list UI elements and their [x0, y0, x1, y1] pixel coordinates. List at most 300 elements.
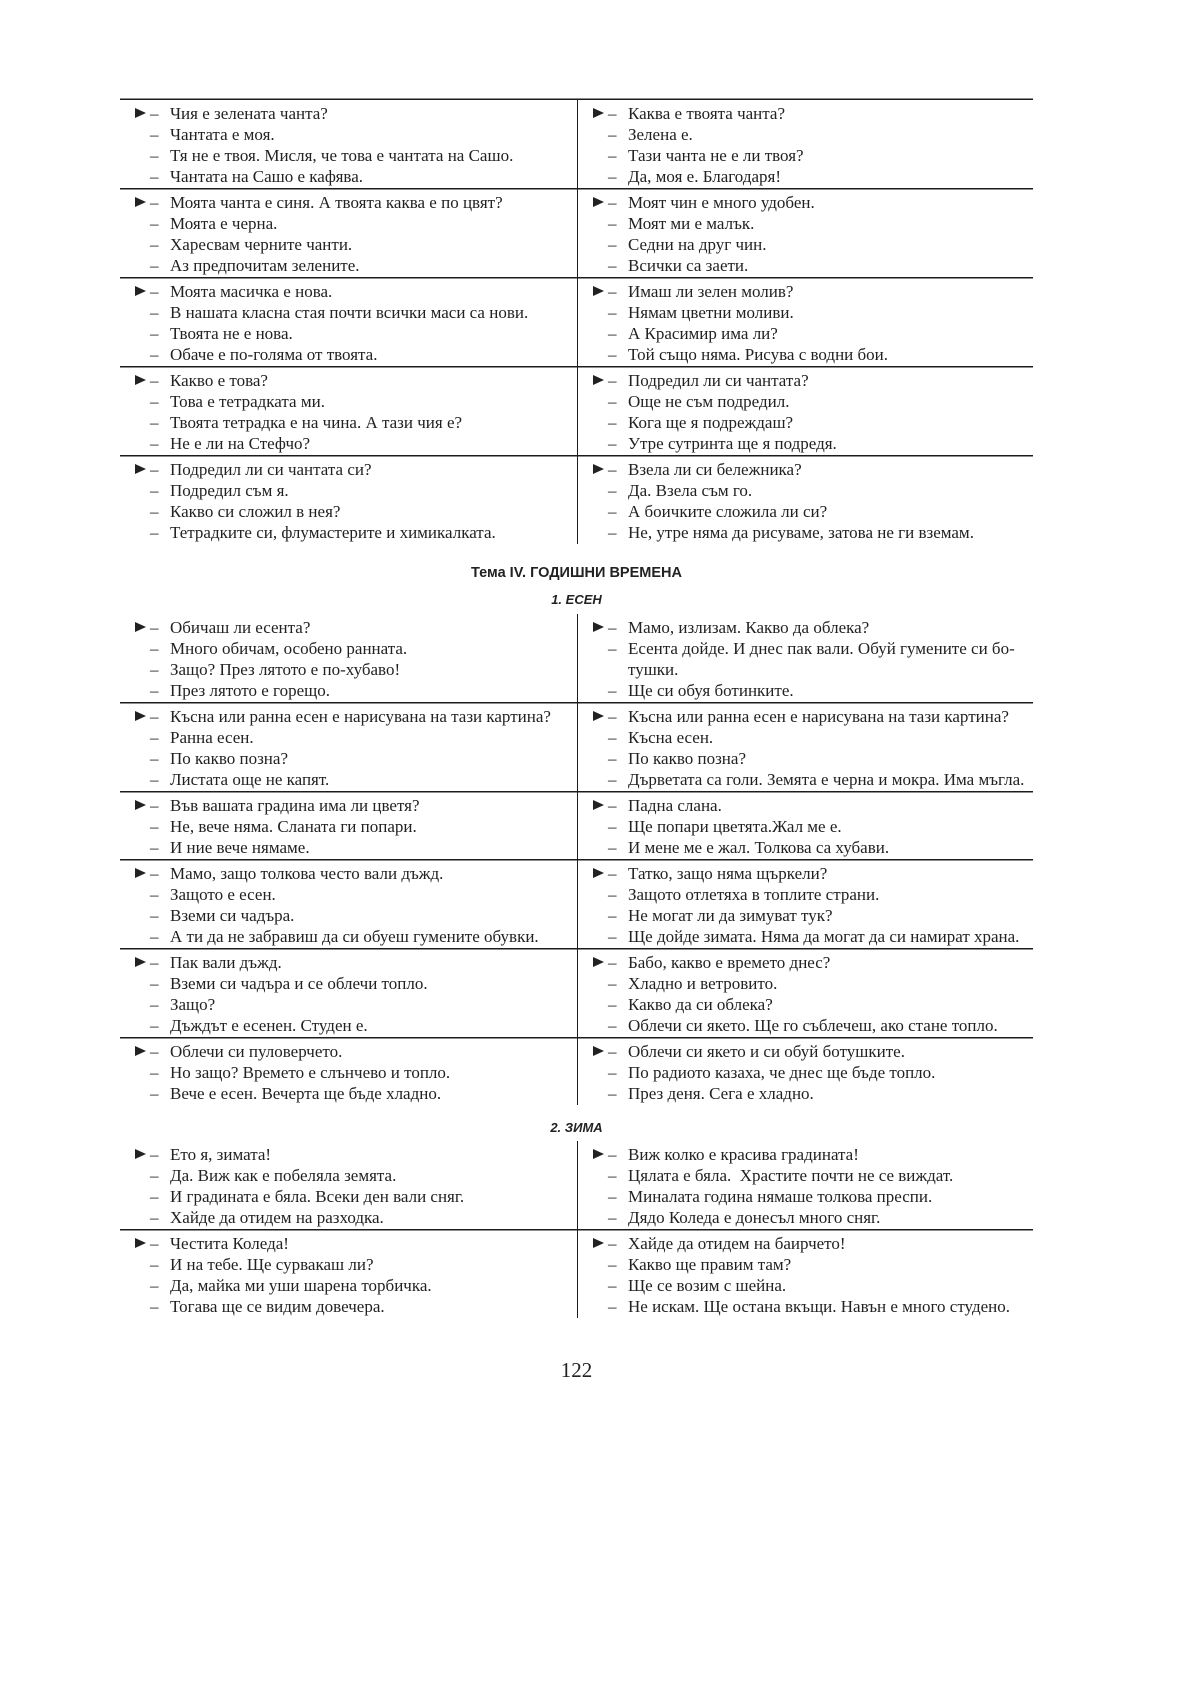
line-text: Вземи си чадъра.	[170, 906, 295, 925]
dialogue-cell-right	[577, 614, 1033, 702]
dash: –	[150, 392, 159, 411]
dash: –	[608, 728, 617, 747]
dialogue-line	[133, 344, 577, 365]
dash: –	[150, 1145, 159, 1164]
dash: –	[608, 639, 617, 658]
dash: –	[150, 460, 159, 479]
dash: –	[608, 681, 617, 700]
arrow-right-icon	[593, 957, 604, 967]
dash: –	[608, 796, 617, 815]
dialogue-line	[133, 145, 577, 166]
dash: –	[150, 618, 159, 637]
dialogue-cell-right	[577, 703, 1033, 791]
dialogue-line	[133, 103, 577, 124]
dash: –	[608, 125, 617, 144]
line-text: Подредил съм я.	[170, 481, 289, 500]
dash: –	[150, 639, 159, 658]
arrow-right-icon	[593, 375, 604, 385]
arrow-right-icon	[593, 1149, 604, 1159]
arrow-right-icon	[135, 286, 146, 296]
dash: –	[150, 214, 159, 233]
line-text: Утре сутринта ще я подредя.	[628, 434, 837, 453]
dialogue-cell-left	[120, 1230, 577, 1318]
dialogue-line	[591, 192, 1033, 213]
dialogue-cell-left	[120, 367, 577, 455]
dialogue-line	[591, 1062, 1033, 1083]
dialogue-line	[133, 522, 577, 543]
dialogue-table-school	[120, 99, 1033, 544]
dialogue-line	[133, 281, 577, 302]
line-text: Взела ли си бележника?	[628, 460, 802, 479]
dash: –	[608, 817, 617, 836]
dialogue-line	[133, 501, 577, 522]
dash: –	[150, 146, 159, 165]
dash: –	[608, 1016, 617, 1035]
dialogue-line	[133, 412, 577, 433]
dash: –	[150, 885, 159, 904]
dialogue-line	[591, 863, 1033, 884]
dash: –	[608, 749, 617, 768]
dialogue-line	[133, 480, 577, 501]
line-text: Защо?	[170, 995, 216, 1014]
line-text: Виж колко е красива градината!	[628, 1145, 859, 1164]
table-row	[120, 792, 1033, 860]
dialogue-line	[133, 748, 577, 769]
dialogue-line	[591, 952, 1033, 973]
dialogue-line	[133, 1083, 577, 1104]
table-row	[120, 100, 1033, 189]
dialogue-line	[133, 323, 577, 344]
line-text: Облечи си якето и си обуй ботушките.	[628, 1042, 905, 1061]
line-text: тушки.	[628, 660, 679, 679]
dialogue-line	[133, 302, 577, 323]
dash: –	[608, 1234, 617, 1253]
arrow-right-icon	[135, 197, 146, 207]
dash: –	[150, 974, 159, 993]
arrow-right-icon	[593, 1046, 604, 1056]
line-text: Хайде да отидем на баирчето!	[628, 1234, 846, 1253]
table-row	[120, 456, 1033, 544]
dialogue-cell-right	[577, 1230, 1033, 1318]
dash: –	[150, 1042, 159, 1061]
dialogue-line	[591, 1083, 1033, 1104]
line-text: Защо? През лятото е по-хубаво!	[170, 660, 401, 679]
dialogue-cell-right	[577, 1038, 1033, 1105]
line-text: Още не съм подредил.	[628, 392, 790, 411]
line-text: Тази чанта не е ли твоя?	[628, 146, 804, 165]
line-text: Падна слана.	[628, 796, 722, 815]
dialogue-line	[591, 459, 1033, 480]
line-text: Да, майка ми уши шарена торбичка.	[170, 1276, 432, 1295]
dash: –	[608, 413, 617, 432]
line-text: Това е тетрадката ми.	[170, 392, 325, 411]
line-text: По радиото казаха, че днес ще бъде топло.	[628, 1063, 936, 1082]
line-text: Харесвам черните чанти.	[170, 235, 353, 254]
line-text: Но защо? Времето е слънчево и топло.	[170, 1063, 451, 1082]
dash: –	[150, 927, 159, 946]
dialogue-table-autumn	[120, 614, 1033, 1105]
dialogue-line	[591, 816, 1033, 837]
line-text: Хайде да отидем на разходка.	[170, 1208, 384, 1227]
dialogue-line	[591, 302, 1033, 323]
dialogue-line	[133, 459, 577, 480]
arrow-right-icon	[135, 108, 146, 118]
line-text: И ние вече нямаме.	[170, 838, 310, 857]
dialogue-line	[591, 281, 1033, 302]
dialogue-line	[133, 863, 577, 884]
dialogue-cell-right	[577, 189, 1033, 277]
dialogue-line	[591, 323, 1033, 344]
line-text: През лятото е горещо.	[170, 681, 330, 700]
line-text: Подредил ли си чантата?	[628, 371, 809, 390]
dialogue-cell-left	[120, 614, 577, 702]
line-text: Аз предпочитам зелените.	[170, 256, 360, 275]
dash: –	[608, 502, 617, 521]
dash: –	[608, 838, 617, 857]
line-text: Какво е това?	[170, 371, 268, 390]
dash: –	[150, 303, 159, 322]
line-text: В нашата класна стая почти всички маси са нови.	[170, 303, 529, 322]
dialogue-line	[591, 433, 1033, 454]
dialogue-line	[591, 706, 1033, 727]
dash: –	[608, 1255, 617, 1274]
line-text: Да. Виж как е побеляла земята.	[170, 1166, 397, 1185]
arrow-right-icon	[135, 957, 146, 967]
dialogue-line	[133, 1041, 577, 1062]
dialogue-line	[133, 124, 577, 145]
line-text: Защото отлетяха в топлите страни.	[628, 885, 880, 904]
dialogue-line	[591, 145, 1033, 166]
dialogue-line	[591, 391, 1033, 412]
dialogue-line	[591, 617, 1033, 638]
line-text: Не могат ли да зимуват тук?	[628, 906, 833, 925]
dash: –	[608, 460, 617, 479]
table-row	[120, 1230, 1033, 1318]
dialogue-line	[591, 795, 1033, 816]
line-text: Моят ми е малък.	[628, 214, 755, 233]
dash: –	[608, 1145, 617, 1164]
line-text: И на тебе. Ще сурвакаш ли?	[170, 1255, 374, 1274]
dialogue-line	[133, 727, 577, 748]
dialogue-line	[133, 234, 577, 255]
dash: –	[150, 749, 159, 768]
dash: –	[608, 1084, 617, 1103]
dialogue-cell-right	[577, 278, 1033, 366]
line-text: Късна или ранна есен е нарисувана на тази картина?	[628, 707, 1009, 726]
table-row	[120, 860, 1033, 949]
dialogue-line	[591, 1015, 1033, 1036]
dash: –	[150, 995, 159, 1014]
dash: –	[608, 345, 617, 364]
arrow-right-icon	[593, 464, 604, 474]
page-number: 122	[560, 1358, 593, 1382]
dash: –	[150, 434, 159, 453]
line-text: Подредил ли си чантата си?	[170, 460, 372, 479]
table-row	[120, 367, 1033, 456]
dialogue-cell-left	[120, 278, 577, 366]
dash: –	[608, 481, 617, 500]
line-text: Мамо, излизам. Какво да облека?	[628, 618, 870, 637]
dash: –	[150, 1297, 159, 1316]
line-text: Тетрадките си, флумастерите и химикалката.	[170, 523, 496, 542]
dialogue-line	[133, 795, 577, 816]
dash: –	[608, 906, 617, 925]
dialogue-line	[133, 659, 577, 680]
arrow-right-icon	[135, 868, 146, 878]
line-text: Тогава ще се видим довечера.	[170, 1297, 385, 1316]
dash: –	[608, 371, 617, 390]
dialogue-cell-right	[577, 367, 1033, 455]
dialogue-cell-left	[120, 189, 577, 277]
dialogue-line	[591, 1233, 1033, 1254]
dash: –	[150, 728, 159, 747]
dialogue-line	[591, 926, 1033, 947]
dialogue-cell-right	[577, 949, 1033, 1037]
dialogue-cell-left	[120, 703, 577, 791]
dash: –	[150, 1276, 159, 1295]
line-text: Защото е есен.	[170, 885, 276, 904]
line-text: Обичаш ли есента?	[170, 618, 311, 637]
dialogue-line	[591, 727, 1033, 748]
arrow-right-icon	[593, 868, 604, 878]
dash: –	[150, 1016, 159, 1035]
table-row	[120, 189, 1033, 278]
arrow-right-icon	[593, 622, 604, 632]
line-text: А боичките сложила ли си?	[628, 502, 828, 521]
line-text: Зелена е.	[628, 125, 693, 144]
dash: –	[608, 1276, 617, 1295]
dash: –	[608, 256, 617, 275]
dialogue-line	[591, 1041, 1033, 1062]
dash: –	[150, 1208, 159, 1227]
dialogue-line	[133, 1296, 577, 1317]
dash: –	[608, 885, 617, 904]
line-text: Чантата на Сашо е кафява.	[170, 167, 364, 186]
dialogue-line	[133, 1275, 577, 1296]
arrow-right-icon	[135, 1046, 146, 1056]
dialogue-line	[133, 1165, 577, 1186]
line-text: Той също няма. Рисува с водни бои.	[628, 345, 889, 364]
dash: –	[150, 1063, 159, 1082]
dialogue-line	[591, 748, 1033, 769]
dialogue-line	[133, 837, 577, 858]
arrow-right-icon	[135, 375, 146, 385]
dialogue-line	[133, 370, 577, 391]
line-text: А Красимир има ли?	[628, 324, 778, 343]
line-text: Ще попари цветята.Жал ме е.	[628, 817, 842, 836]
line-text: Не искам. Ще остана вкъщи. Навън е много студено.	[628, 1297, 1011, 1316]
dash: –	[608, 434, 617, 453]
dialogue-line	[591, 255, 1033, 276]
dash: –	[608, 1166, 617, 1185]
line-text: Пак вали дъжд.	[170, 953, 282, 972]
table-row	[120, 614, 1033, 703]
dash: –	[150, 770, 159, 789]
dash: –	[608, 995, 617, 1014]
line-text: Мамо, защо толкова често вали дъжд.	[170, 864, 444, 883]
dialogue-line	[133, 391, 577, 412]
line-text: Облечи си якето. Ще го съблечеш, ако стане топло.	[628, 1016, 998, 1035]
dash: –	[150, 481, 159, 500]
line-text: Есента дойде. И днес пак вали. Обуй гумените си бо-	[628, 639, 1015, 658]
arrow-right-icon	[135, 1149, 146, 1159]
dialogue-cell-left	[120, 792, 577, 859]
dialogue-line	[133, 1186, 577, 1207]
line-text: Какво си сложил в нея?	[170, 502, 341, 521]
dialogue-line	[591, 1207, 1033, 1228]
line-text: По какво позна?	[170, 749, 288, 768]
arrow-right-icon	[593, 286, 604, 296]
dialogue-cell-left	[120, 456, 577, 544]
line-text: Късна есен.	[628, 728, 714, 747]
table-row	[120, 1038, 1033, 1105]
dash: –	[608, 1297, 617, 1316]
line-text: И мене ме е жал. Толкова са хубави.	[628, 838, 890, 857]
dash: –	[608, 523, 617, 542]
table-row	[120, 1141, 1033, 1230]
dash: –	[150, 1255, 159, 1274]
dialogue-line	[591, 501, 1033, 522]
dash: –	[150, 1166, 159, 1185]
arrow-right-icon	[135, 1238, 146, 1248]
dialogue-line	[591, 1165, 1033, 1186]
dialogue-line	[133, 973, 577, 994]
dialogue-line	[133, 433, 577, 454]
line-text: Не е ли на Стефчо?	[170, 434, 311, 453]
dash: –	[608, 1208, 617, 1227]
dialogue-cell-left	[120, 1141, 577, 1229]
line-text: Седни на друг чин.	[628, 235, 767, 254]
dialogue-line	[591, 213, 1033, 234]
dialogue-line	[133, 706, 577, 727]
arrow-right-icon	[135, 711, 146, 721]
dialogue-line	[133, 166, 577, 187]
dash: –	[608, 1042, 617, 1061]
dash: –	[150, 523, 159, 542]
dialogue-line	[591, 370, 1033, 391]
dialogue-cell-left	[120, 949, 577, 1037]
dash: –	[150, 681, 159, 700]
line-text: Не, вече няма. Сланата ги попари.	[170, 817, 417, 836]
dialogue-line	[591, 1254, 1033, 1275]
line-text: Кога ще я подреждаш?	[628, 413, 794, 432]
dash: –	[150, 371, 159, 390]
line-text: Вече е есен. Вечерта ще бъде хладно.	[170, 1084, 442, 1103]
arrow-right-icon	[593, 800, 604, 810]
dialogue-line	[591, 124, 1033, 145]
dash: –	[608, 618, 617, 637]
dash: –	[150, 1084, 159, 1103]
dash: –	[608, 303, 617, 322]
dialogue-cell-right	[577, 792, 1033, 859]
dialogue-line	[133, 1015, 577, 1036]
dialogue-line	[133, 1254, 577, 1275]
line-text: Всички са заети.	[628, 256, 749, 275]
topic-heading: Тема IV. ГОДИШНИ ВРЕМЕНА	[471, 565, 682, 581]
line-text: Цялата е бяла. Храстите почти не се виждат.	[628, 1166, 954, 1185]
dialogue-line	[591, 480, 1033, 501]
dialogue-line	[133, 1233, 577, 1254]
line-text: Моята чанта е синя. А твоята каква е по цвят?	[170, 193, 503, 212]
line-text: Миналата година нямаше толкова преспи.	[628, 1187, 933, 1206]
line-text: Облечи си пуловерчето.	[170, 1042, 343, 1061]
dialogue-cell-right	[577, 100, 1033, 188]
dialogue-line	[591, 1296, 1033, 1317]
dialogue-line	[133, 1144, 577, 1165]
dash: –	[150, 864, 159, 883]
dash: –	[150, 282, 159, 301]
line-text: Твоята не е нова.	[170, 324, 293, 343]
dash: –	[608, 282, 617, 301]
line-text: Тя не е твоя. Мисля, че това е чантата на Сашо.	[170, 146, 514, 165]
dash: –	[150, 125, 159, 144]
dialogue-line	[591, 1144, 1033, 1165]
line-text: Не, утре няма да рисуваме, затова не ги вземам.	[628, 523, 974, 542]
dash: –	[608, 104, 617, 123]
dialogue-line	[591, 973, 1033, 994]
dash: –	[150, 324, 159, 343]
dialogue-line	[133, 994, 577, 1015]
arrow-right-icon	[593, 711, 604, 721]
dash: –	[150, 906, 159, 925]
dialogue-line	[133, 680, 577, 701]
arrow-right-icon	[593, 1238, 604, 1248]
arrow-right-icon	[593, 197, 604, 207]
dash: –	[608, 974, 617, 993]
dash: –	[150, 256, 159, 275]
dialogue-line	[591, 837, 1033, 858]
dialogue-line	[591, 905, 1033, 926]
line-text: Дъждът е есенен. Студен е.	[170, 1016, 368, 1035]
line-text: Имаш ли зелен молив?	[628, 282, 794, 301]
dash: –	[150, 953, 159, 972]
line-text: Хладно и ветровито.	[628, 974, 778, 993]
dialogue-line	[591, 884, 1033, 905]
dash: –	[608, 927, 617, 946]
dash: –	[150, 193, 159, 212]
line-text: Чия е зелената чанта?	[170, 104, 328, 123]
dash: –	[608, 770, 617, 789]
dialogue-line	[591, 344, 1033, 365]
line-text: Вземи си чадъра и се облечи топло.	[170, 974, 428, 993]
dash: –	[150, 413, 159, 432]
dialogue-line	[591, 638, 1033, 659]
line-text: През деня. Сега е хладно.	[628, 1084, 814, 1103]
line-text: Късна или ранна есен е нарисувана на тази картина?	[170, 707, 551, 726]
section-heading-winter: 2. ЗИМА	[550, 1120, 603, 1135]
dialogue-line	[591, 522, 1033, 543]
dialogue-line	[591, 103, 1033, 124]
dialogue-line	[133, 816, 577, 837]
dash: –	[150, 838, 159, 857]
line-text: Моята масичка е нова.	[170, 282, 333, 301]
line-text: Татко, защо няма щъркели?	[628, 864, 828, 883]
line-text: Листата още не капят.	[170, 770, 330, 789]
dialogue-cell-right	[577, 860, 1033, 948]
dash: –	[608, 1063, 617, 1082]
line-text: Какво ще правим там?	[628, 1255, 792, 1274]
dialogue-line	[133, 1207, 577, 1228]
line-text: Ще се возим с шейна.	[628, 1276, 787, 1295]
dash: –	[608, 167, 617, 186]
dialogue-line	[591, 659, 1033, 680]
line-text: Моят чин е много удобен.	[628, 193, 815, 212]
dash: –	[150, 235, 159, 254]
dash: –	[608, 235, 617, 254]
line-text: Във вашата градина има ли цветя?	[170, 796, 420, 815]
dash: –	[150, 817, 159, 836]
line-text: Дядо Коледа е донесъл много сняг.	[628, 1208, 881, 1227]
